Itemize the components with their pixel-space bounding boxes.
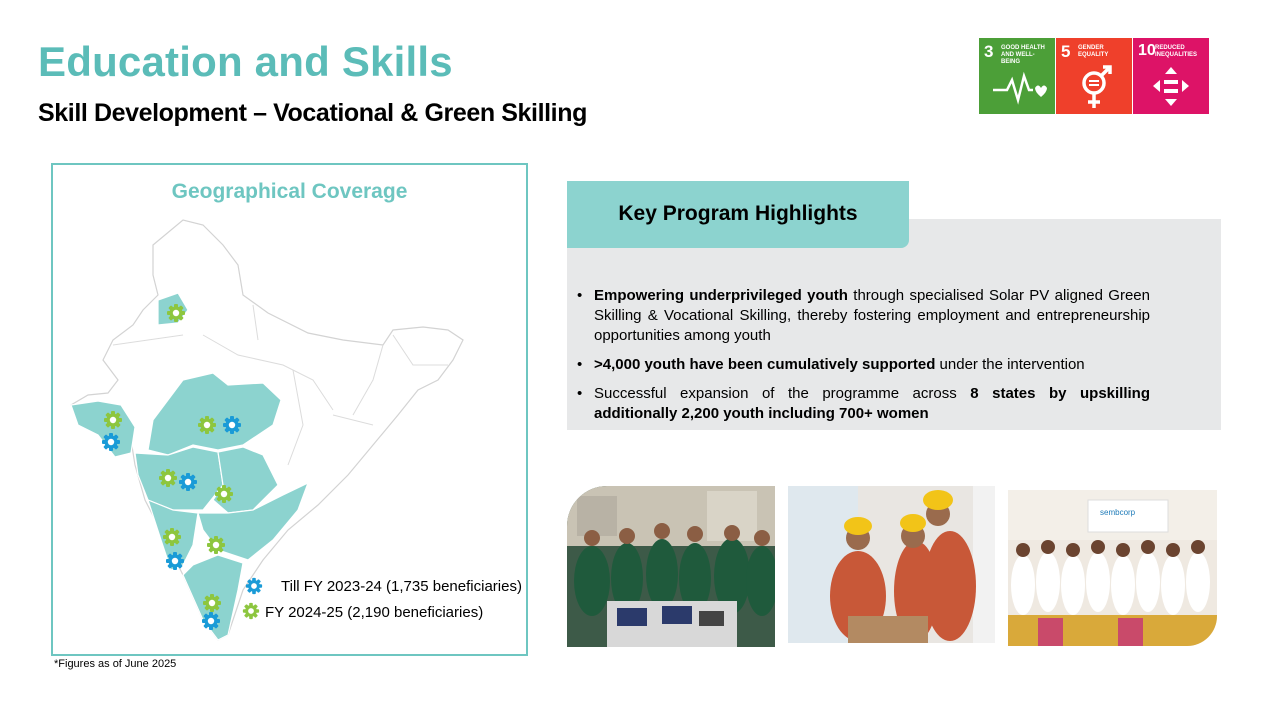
gear-icon bbox=[203, 594, 221, 612]
sdg-number: 5 bbox=[1061, 42, 1071, 61]
gear-icon bbox=[167, 304, 185, 322]
gear-icon bbox=[202, 612, 220, 630]
sdg-label: GENDER EQUALITY bbox=[1078, 45, 1109, 58]
footnote: *Figures as of June 2025 bbox=[54, 658, 177, 670]
photo-banner-text: sembcorp bbox=[1100, 508, 1136, 517]
sdg-label: REDUCED INEQUALITIES bbox=[1155, 45, 1198, 58]
highlights-title: Key Program Highlights bbox=[618, 202, 858, 225]
gear-icon bbox=[102, 433, 120, 451]
legend-till-fy2023-24: Till FY 2023-24 (1,735 beneficiaries) bbox=[281, 578, 522, 595]
gender-equality-icon bbox=[1056, 38, 1132, 114]
sdg-label: GOOD HEALTH AND WELL-BEING bbox=[1001, 45, 1045, 65]
training-session-photo bbox=[567, 486, 775, 647]
gear-icon bbox=[223, 416, 241, 434]
group-certificate-photo bbox=[1008, 490, 1217, 646]
highlight-text: through specialised Solar PV aligned Green Skilling & Vocational Skilling, thereby fostering employment and entrepreneurship opportunities among youth bbox=[594, 287, 1150, 344]
highlight-text: Successful expansion of the programme across bbox=[594, 385, 971, 402]
highlight-text: under the intervention bbox=[935, 356, 1085, 373]
gear-icon bbox=[163, 528, 181, 546]
gear-icon bbox=[207, 536, 225, 554]
gear-icon bbox=[104, 411, 122, 429]
solar-workers-photo bbox=[788, 486, 995, 643]
page-subtitle: Skill Development – Vocational & Green Skilling bbox=[38, 99, 587, 127]
sdg-number: 3 bbox=[984, 42, 994, 61]
highlights-tab bbox=[567, 181, 909, 248]
gear-icon bbox=[179, 473, 197, 491]
sdg-tile-3 bbox=[979, 38, 1055, 114]
sdg-tile-10 bbox=[1133, 38, 1209, 114]
gear-icon bbox=[215, 485, 233, 503]
page-title: Education and Skills bbox=[38, 38, 453, 85]
sdg-number: 10 bbox=[1138, 42, 1156, 59]
highlight-item bbox=[575, 355, 1150, 375]
highlights-list bbox=[575, 286, 1150, 433]
highlight-bold: 8 states by upskilling additionally 2,200 youth including 700+ women bbox=[594, 385, 1151, 422]
map-title: Geographical Coverage bbox=[171, 180, 408, 203]
geographical-coverage-panel bbox=[51, 163, 528, 656]
heartbeat-icon bbox=[979, 38, 1055, 114]
highlight-item bbox=[575, 286, 1150, 346]
gear-icon bbox=[166, 552, 184, 570]
gear-icon bbox=[159, 469, 177, 487]
legend-gear-green-icon bbox=[243, 603, 259, 619]
sdg-tile-5 bbox=[1056, 38, 1132, 114]
highlight-bold: Empowering underprivileged youth bbox=[594, 287, 848, 304]
legend-gear-blue-icon bbox=[246, 578, 262, 594]
highlight-bold: >4,000 youth have been cumulatively supported bbox=[594, 356, 936, 373]
legend-fy2024-25: FY 2024-25 (2,190 beneficiaries) bbox=[265, 604, 484, 621]
reduced-inequalities-icon bbox=[1133, 38, 1209, 114]
gear-icon bbox=[198, 416, 216, 434]
highlight-item bbox=[575, 384, 1150, 424]
